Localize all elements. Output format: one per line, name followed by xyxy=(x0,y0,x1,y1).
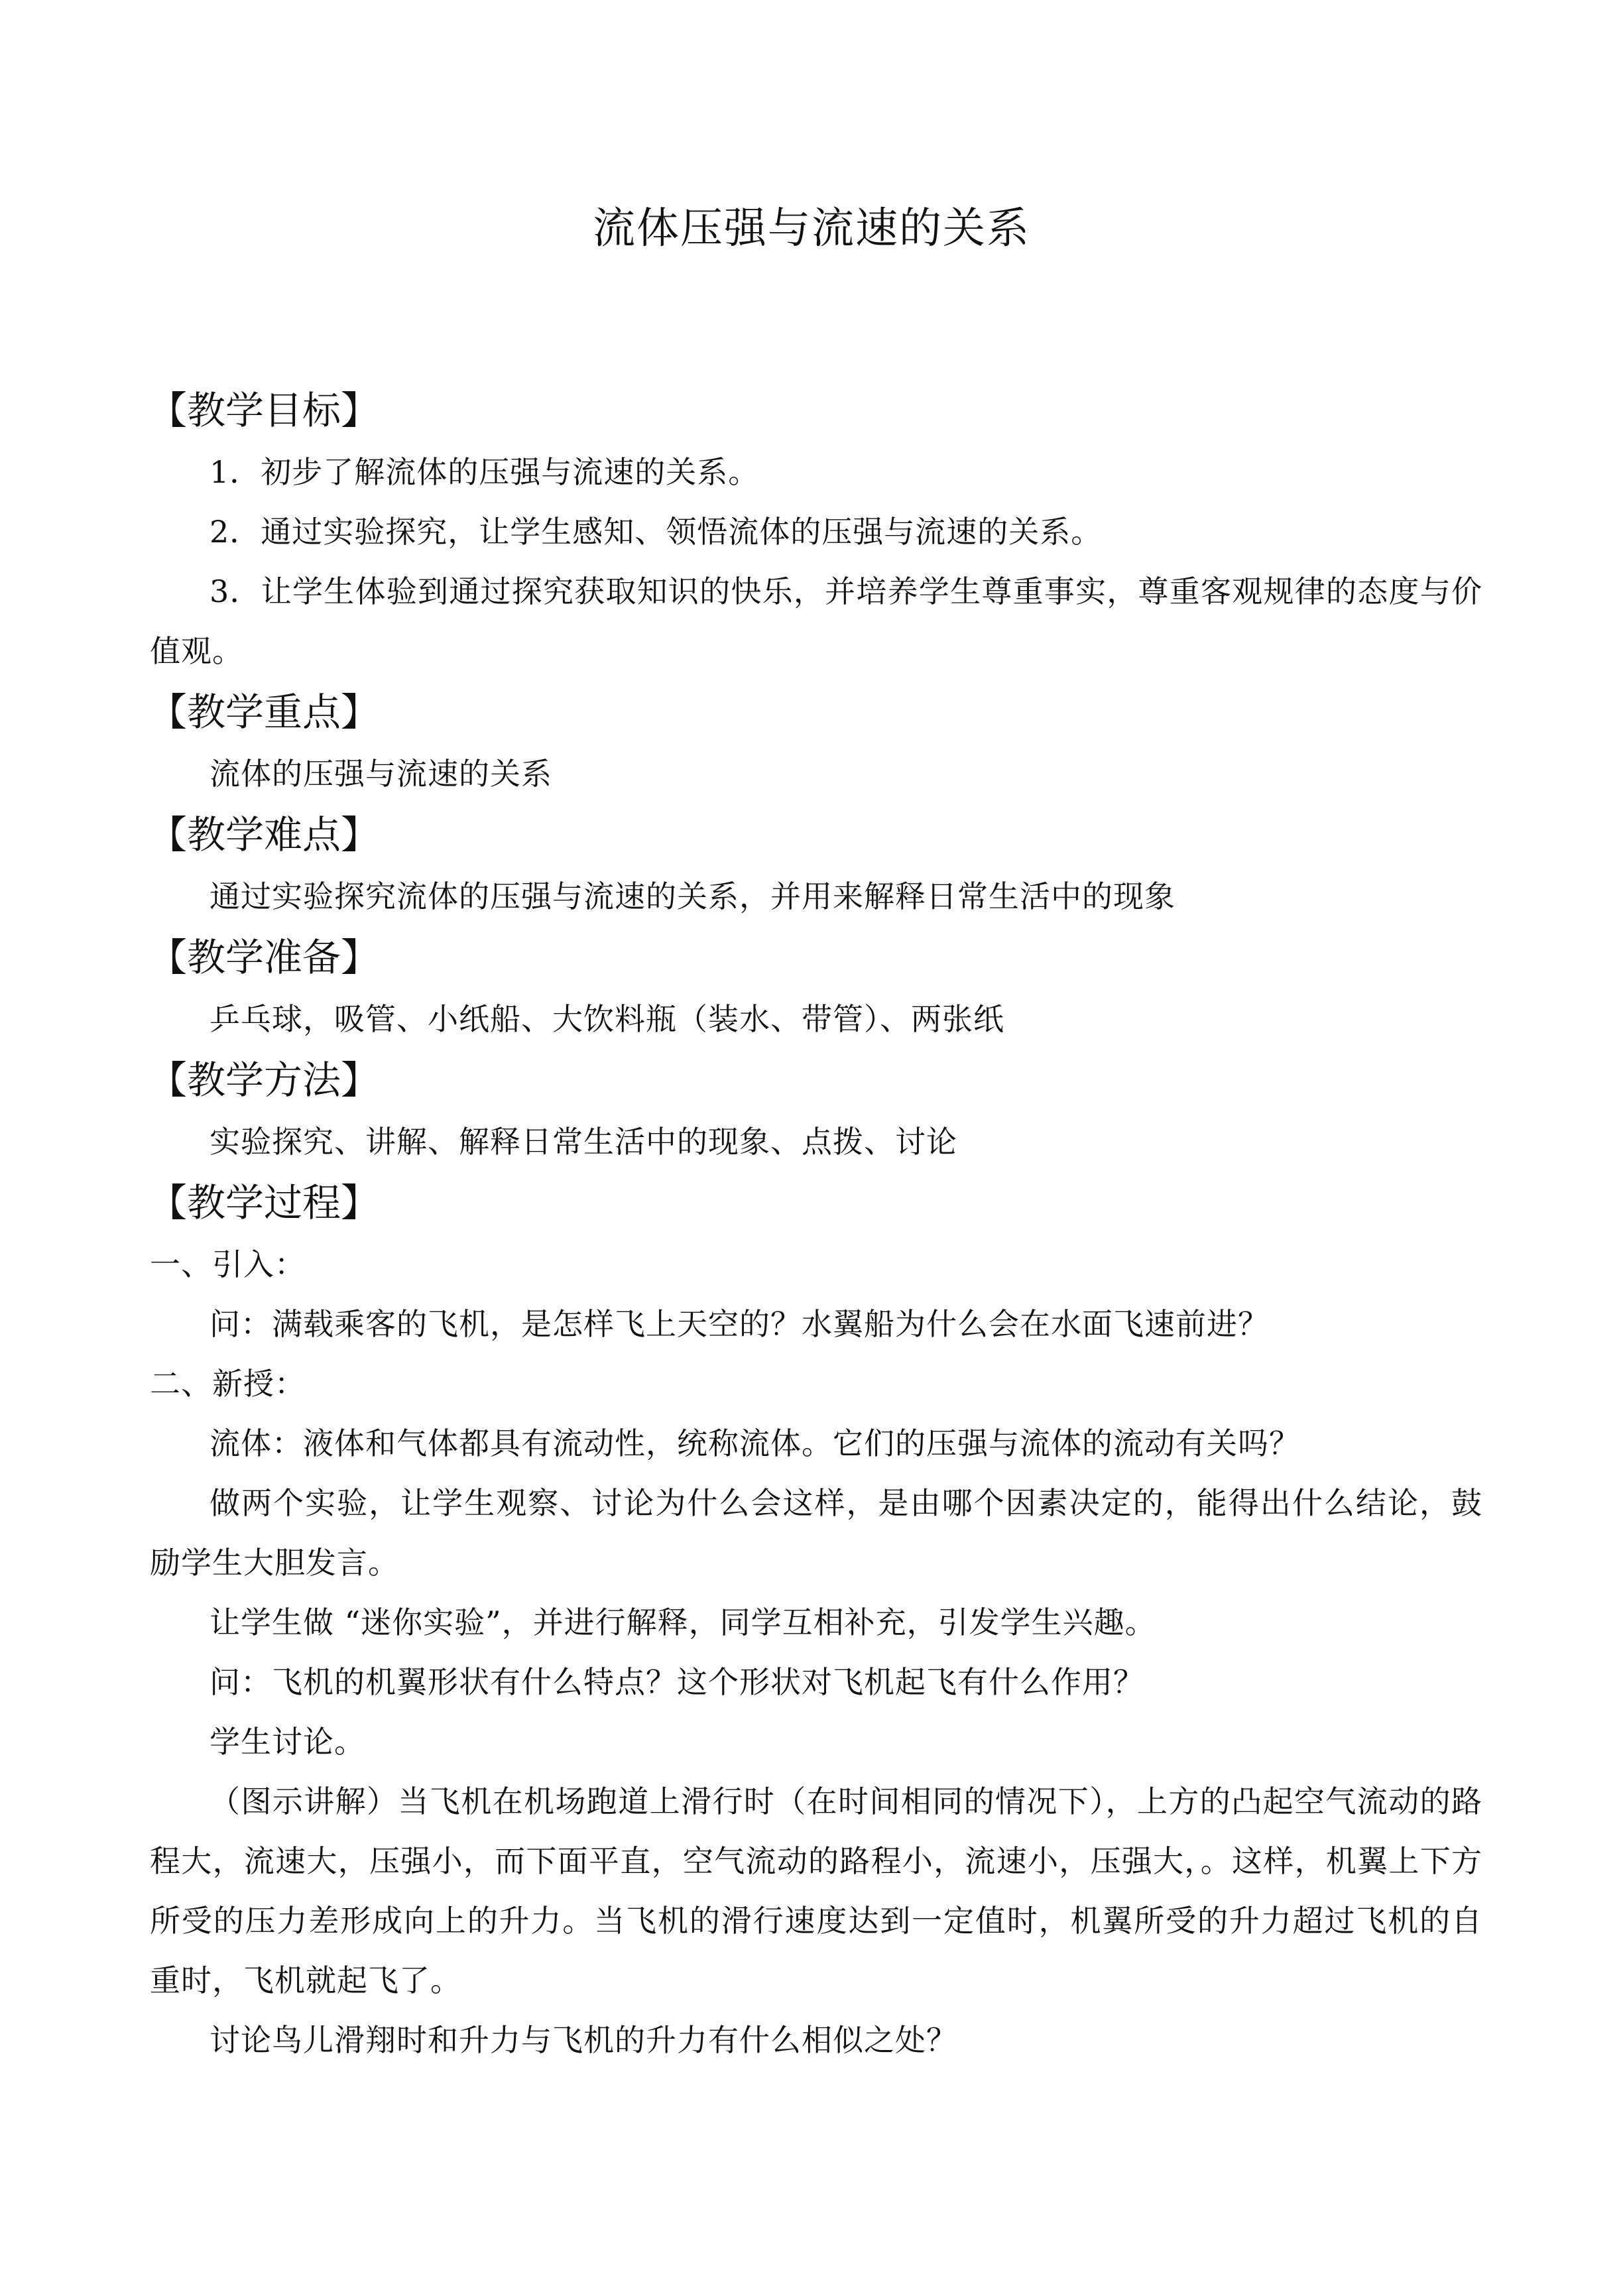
section-heading-methods: 【教学方法】 xyxy=(149,1057,380,1103)
process-new-label: 二、新授： xyxy=(150,1366,306,1402)
process-paragraph: 问：飞机的机翼形状有什么特点？这个形状对飞机起飞有什么作用？ xyxy=(210,1664,1144,1700)
process-intro-label: 一、引入： xyxy=(150,1246,306,1282)
process-paragraph: 流体：液体和气体都具有流动性，统称流体。它们的压强与流体的流动有关吗？ xyxy=(210,1425,1300,1461)
section-heading-preparation: 【教学准备】 xyxy=(149,935,380,980)
methods-text: 实验探究、讲解、解释日常生活中的现象、点拨、讨论 xyxy=(210,1124,957,1160)
process-intro-text: 问：满载乘客的飞机，是怎样飞上天空的？水翼船为什么会在水面飞速前进？ xyxy=(210,1306,1269,1342)
goal-item-2: 2．通过实验探究，让学生感知、领悟流体的压强与流速的关系。 xyxy=(210,514,1103,550)
process-paragraph: 让学生做 “迷你实验”，并进行解释，同学互相补充，引发学生兴趣。 xyxy=(210,1604,1156,1640)
process-paragraph: 学生讨论。 xyxy=(210,1724,365,1760)
process-paragraph: 做两个实验，让学生观察、讨论为什么会这样，是由哪个因素决定的，能得出什么结论，鼓励学生大胆发言。 xyxy=(150,1485,1482,1581)
section-heading-process: 【教学过程】 xyxy=(149,1180,380,1225)
difficulties-text: 通过实验探究流体的压强与流速的关系，并用来解释日常生活中的现象 xyxy=(210,878,1175,914)
goal-item-3: 3．让学生体验到通过探究获取知识的快乐，并培养学生尊重事实，尊重客观规律的态度与价值观。 xyxy=(150,574,1482,669)
document-body xyxy=(150,379,1482,2070)
section-heading-key-points: 【教学重点】 xyxy=(149,690,380,735)
section-heading-difficulties: 【教学难点】 xyxy=(149,812,380,857)
process-paragraph: （图示讲解）当飞机在机场跑道上滑行时（在时间相同的情况下），上方的凸起空气流动的路程大，流速大，压强小，而下面平直，空气流动的路程小，流速小，压强大，。这样，机翼上下方所受的压力差形成向上的升力。当飞机的滑行速度达到一定值时，机翼所受的升力超过飞机的自重时，飞机就起飞了。 xyxy=(150,1783,1482,1998)
preparation-text: 乒乓球，吸管、小纸船、大饮料瓶（装水、带管）、两张纸 xyxy=(210,1001,1004,1037)
page-title: 流体压强与流速的关系 xyxy=(593,204,1030,253)
goal-item-1: 1．初步了解流体的压强与流速的关系。 xyxy=(210,454,760,490)
key-points-text: 流体的压强与流速的关系 xyxy=(210,756,552,792)
section-heading-goals: 【教学目标】 xyxy=(149,388,380,433)
process-paragraph: 讨论鸟儿滑翔时和升力与飞机的升力有什么相似之处？ xyxy=(210,2022,957,2058)
